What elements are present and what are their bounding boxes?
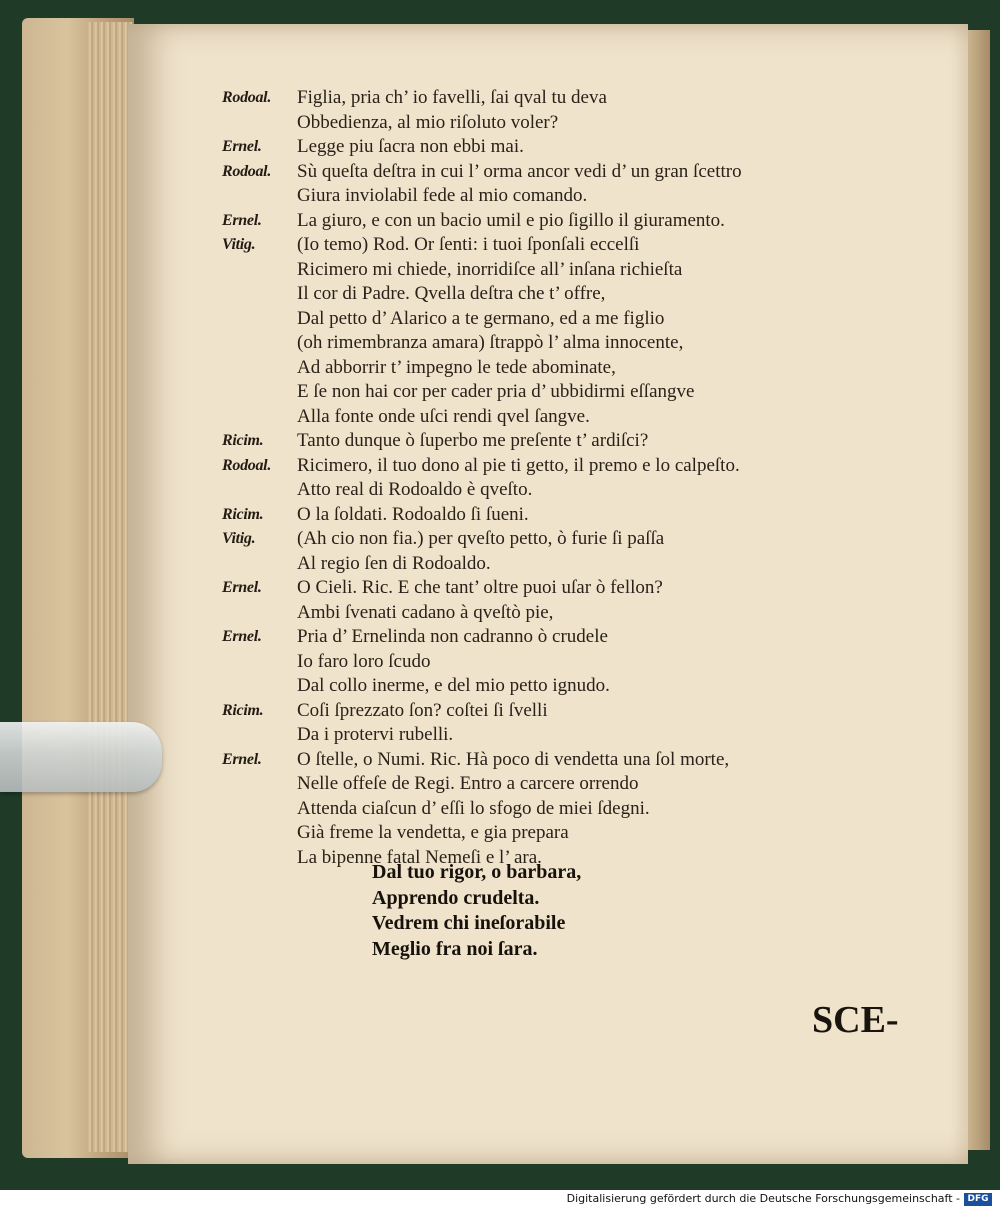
line-text: Giura inviolabil fede al mio comando. — [297, 185, 588, 206]
dialogue-line — [222, 454, 962, 479]
line-text: Obbedienza, al mio riſoluto voler? — [297, 111, 559, 133]
dialogue-line — [222, 723, 962, 748]
line-text: Dal collo inerme, e del mio petto ignudo. — [297, 675, 610, 696]
line-text: Ad abborrir t’ impegno le tede abominate, — [297, 356, 616, 378]
page-clip — [0, 722, 162, 792]
aria-line: Apprendo crudelta. — [372, 886, 540, 909]
dialogue-line — [222, 282, 962, 307]
line-text: Attenda ciaſcun d’ eſſi lo sfogo de miei ſdegni. — [297, 797, 650, 819]
line-text: Atto real di Rodoaldo è qveſto. — [297, 479, 533, 500]
dialogue-line — [222, 527, 962, 552]
dialogue-line — [222, 86, 962, 111]
dialogue-line — [222, 674, 962, 699]
line-text: La bipenne fatal Nemeſi e l’ ara. — [297, 846, 542, 868]
line-text: Sù queſta deſtra in cui l’ orma ancor vedi d’ un gran ſcettro — [297, 160, 742, 182]
dialogue-line — [222, 258, 962, 283]
line-text: Coſi ſprezzato ſon? coſtei ſi ſvelli — [297, 699, 548, 721]
line-text: (Io temo) Rod. Or ſenti: i tuoi ſponſali eccelſi — [297, 234, 640, 255]
dialogue-line — [222, 405, 962, 430]
dialogue-line — [222, 797, 962, 822]
dialogue-line — [222, 184, 962, 209]
line-text: Ricimero mi chiede, inorridiſce all’ inſana richieſta — [297, 258, 683, 280]
line-text: La giuro, e con un bacio umil e pio ſigillo il giuramento. — [297, 209, 725, 231]
dialogue-line — [222, 380, 962, 405]
speaker-name: Ricim. — [222, 505, 264, 523]
speaker-name: Ricim. — [222, 701, 264, 719]
dialogue-line — [222, 846, 962, 871]
dialogue-line — [222, 209, 962, 234]
speaker-name: Ernel. — [222, 138, 262, 155]
page-edges — [88, 22, 132, 1152]
line-text: Pria d’ Ernelinda non cadranno ò crudele — [297, 626, 608, 647]
dialogue-line — [222, 699, 962, 724]
speaker-name: Ricim. — [222, 432, 264, 449]
line-text: O ſtelle, o Numi. Ric. Hà poco di vendetta una ſol morte, — [297, 748, 730, 770]
dialogue-line — [222, 625, 962, 650]
line-text: Tanto dunque ò ſuperbo me preſente t’ ardiſci? — [297, 430, 649, 451]
line-text: Ambi ſvenati cadano à qveſtò pie, — [297, 601, 554, 623]
line-text: Da i protervi rubelli. — [297, 724, 454, 745]
line-text: Già freme la vendetta, e gia prepara — [297, 822, 569, 843]
line-text: Ricimero, il tuo dono al pie ti getto, il premo e lo calpeſto. — [297, 454, 740, 476]
dialogue-line — [222, 601, 962, 626]
line-text: Dal petto d’ Alarico a te germano, ed a me figlio — [297, 307, 665, 329]
line-text: (Ah cio non fia.) per qveſto petto, ò furie ſi paſſa — [297, 528, 665, 549]
catchword: SCE- — [812, 999, 899, 1041]
aria-line: Vedrem chi ineſorabile — [372, 912, 566, 934]
line-text: O Cieli. Ric. E che tant’ oltre puoi uſar ò fellon? — [297, 577, 663, 598]
footer-bar — [0, 1190, 1000, 1209]
dialogue-line — [222, 772, 962, 797]
line-text: O la ſoldati. Rodoaldo ſi ſueni. — [297, 503, 529, 525]
dialogue-line — [222, 576, 962, 601]
line-text: E ſe non hai cor per cader pria d’ ubbidirmi eſſangve — [297, 381, 695, 402]
dialogue-line — [222, 821, 962, 846]
speaker-name: Ernel. — [222, 579, 262, 596]
line-text: Nelle offeſe de Regi. Entro a carcere orrendo — [297, 773, 639, 794]
speaker-name: Ernel. — [222, 211, 262, 229]
speaker-name: Ernel. — [222, 628, 262, 645]
dialogue-line — [222, 748, 962, 773]
speaker-name: Vitig. — [222, 530, 256, 547]
line-text: Figlia, pria ch’ io favelli, ſai qval tu deva — [297, 87, 607, 108]
speaker-name: Rodoal. — [222, 162, 272, 180]
line-text: Al regio ſen di Rodoaldo. — [297, 552, 491, 574]
line-text: Io faro loro ſcudo — [297, 650, 431, 672]
dialogue-block — [222, 86, 962, 870]
dialogue-line — [222, 478, 962, 503]
footer-credit: Digitalisierung gefördert durch die Deutsche Forschungsgemeinschaft - — [566, 1192, 960, 1205]
line-text: (oh rimembranza amara) ſtrappò l’ alma innocente, — [297, 332, 684, 353]
speaker-name: Vitig. — [222, 236, 256, 253]
dfg-logo: DFG — [964, 1193, 992, 1206]
speaker-name: Ernel. — [222, 750, 262, 768]
dialogue-line — [222, 356, 962, 381]
dialogue-line — [222, 307, 962, 332]
speaker-name: Rodoal. — [222, 89, 272, 106]
line-text: Il cor di Padre. Qvella deſtra che t’ offre, — [297, 283, 606, 304]
dialogue-line — [222, 111, 962, 136]
dialogue-line — [222, 331, 962, 356]
facing-page-edge — [968, 30, 990, 1150]
dialogue-line — [222, 552, 962, 577]
dialogue-line — [222, 429, 962, 454]
aria-line: Meglio fra noi ſara. — [372, 937, 538, 960]
dialogue-line — [222, 160, 962, 185]
aria-block — [372, 860, 581, 962]
dialogue-line — [222, 233, 962, 258]
dialogue-line — [222, 135, 962, 160]
dialogue-line — [222, 650, 962, 675]
dialogue-line — [222, 503, 962, 528]
speaker-name: Rodoal. — [222, 456, 272, 474]
line-text: Alla fonte onde uſci rendi qvel ſangve. — [297, 405, 590, 427]
aria-line: Dal tuo rigor, o barbara, — [372, 861, 582, 883]
line-text: Legge piu ſacra non ebbi mai. — [297, 136, 524, 157]
